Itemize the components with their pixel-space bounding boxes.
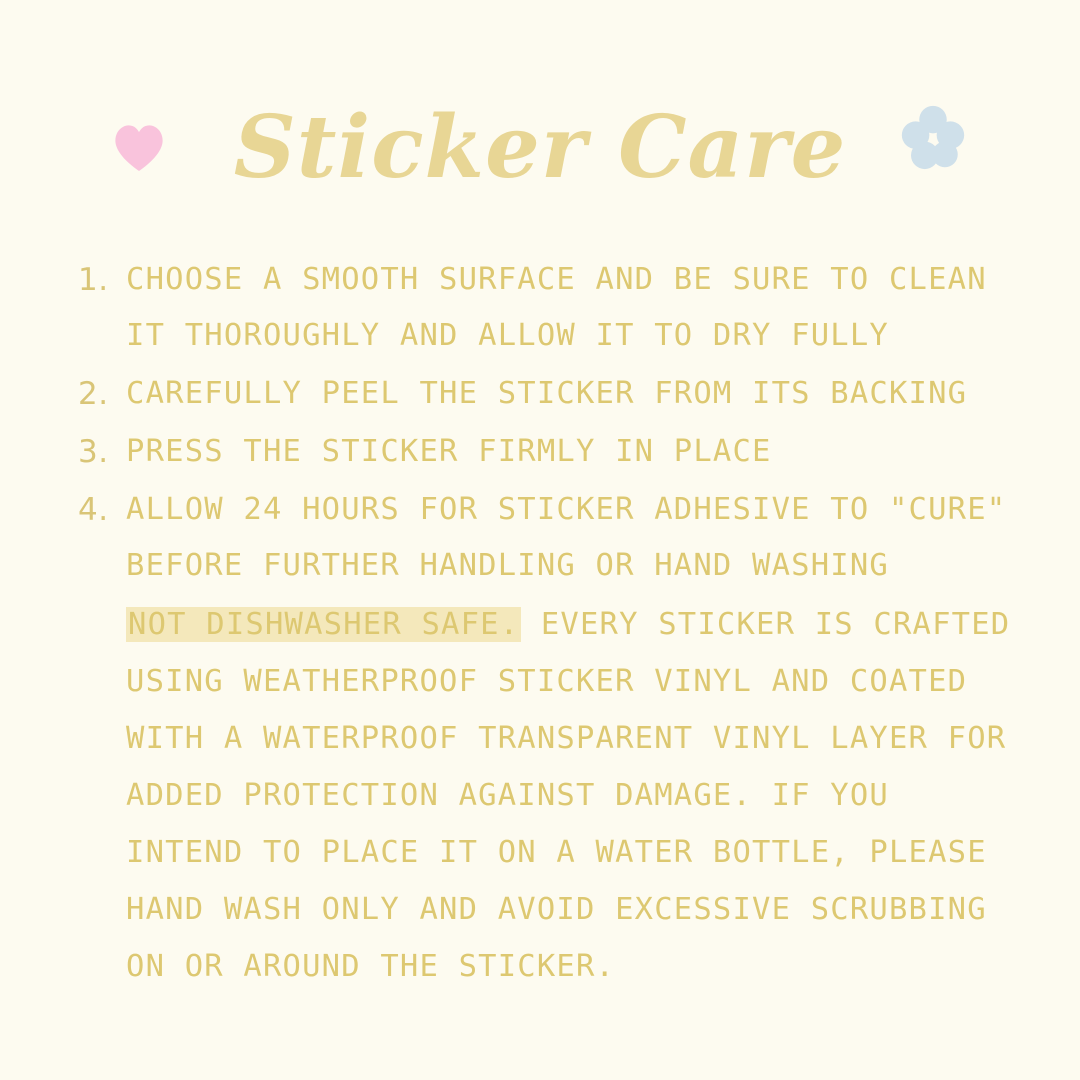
flower-icon xyxy=(900,104,966,170)
care-instructions xyxy=(78,252,1022,1026)
care-note-text: EVERY STICKER IS CRAFTED USING WEATHERPROOF STICKER VINYL AND COATED WITH A WATERPROOF TRANSPARENT VINYL LAYER FOR ADDED PROTECTION AGAINST DAMAGE. IF YOU INTEND TO PLACE IT ON A WATER BOTTLE, PLEASE HAND WASH ONLY AND AVOID EXCESSIVE SCRUBBING ON OR AROUND THE STICKER. xyxy=(126,607,1011,984)
list-item xyxy=(78,482,1022,594)
step-text: CHOOSE A SMOOTH SURFACE AND BE SURE TO CLEAN IT THOROUGHLY AND ALLOW IT TO DRY FULLY xyxy=(126,262,987,353)
care-note xyxy=(126,596,1022,995)
step-number: 4. xyxy=(78,492,109,528)
heart-icon xyxy=(112,122,166,176)
step-number: 3. xyxy=(78,434,109,470)
dishwasher-warning: NOT DISHWASHER SAFE. xyxy=(128,607,520,642)
step-number: 2. xyxy=(78,376,109,412)
step-text: ALLOW 24 HOURS FOR STICKER ADHESIVE TO "CURE" BEFORE FURTHER HANDLING OR HAND WASHING xyxy=(126,492,1007,583)
steps-list xyxy=(78,252,1022,594)
list-item xyxy=(78,424,1022,480)
list-item xyxy=(78,366,1022,422)
step-text: PRESS THE STICKER FIRMLY IN PLACE xyxy=(126,434,772,469)
page-title: Sticker Care xyxy=(233,97,847,198)
step-text: CAREFULLY PEEL THE STICKER FROM ITS BACKING xyxy=(126,376,968,411)
step-number: 1. xyxy=(78,262,109,298)
list-item xyxy=(78,252,1022,364)
